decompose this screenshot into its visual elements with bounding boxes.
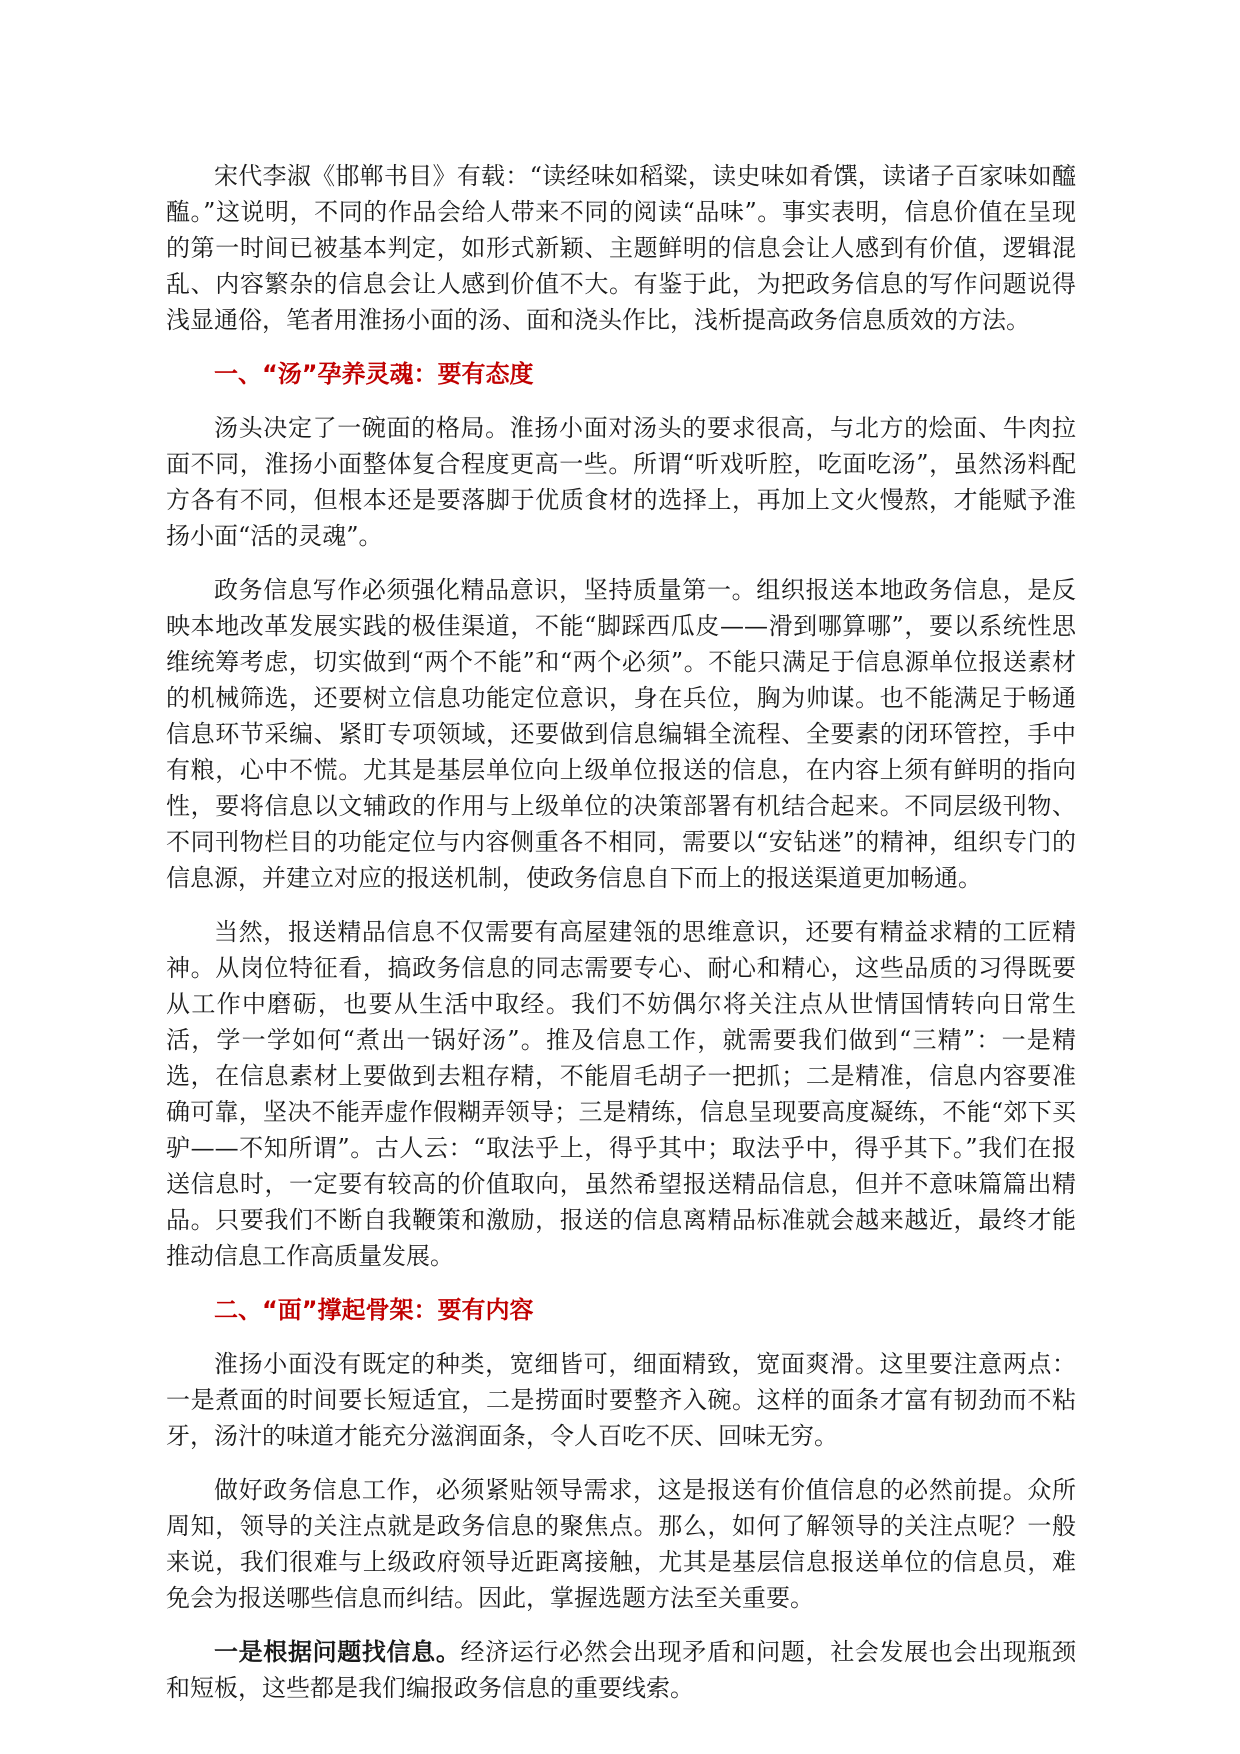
- paragraph-soup-2: 政务信息写作必须强化精品意识，坚持质量第一。组织报送本地政务信息，是反映本地改革发展实践的极佳渠道，不能“脚踩西瓜皮——滑到哪算哪”，要以系统性思维统筹考虑，切实做到“两个不能”和“两个必须”。不能只满足于信息源单位报送素材的机械筛选，还要树立信息功能定位意识，身在兵位，胸为帅谋。也不能满足于畅通信息环节采编、紧盯专项领域，还要做到信息编辑全流程、全要素的闭环管控，手中有粮，心中不慌。尤其是基层单位向上级单位报送的信息，在内容上须有鲜明的指向性，要将信息以文辅政的作用与上级单位的决策部署有机结合起来。不同层级刊物、不同刊物栏目的功能定位与内容侧重各不相同，需要以“安钻迷”的精神，组织专门的信息源，并建立对应的报送机制，使政务信息自下而上的报送渠道更加畅通。: [166, 576, 1076, 892]
- paragraph-noodle-1: 淮扬小面没有既定的种类，宽细皆可，细面精致，宽面爽滑。这里要注意两点：一是煮面的时间要长短适宜，二是捞面时要整齐入碗。这样的面条才富有韧劲而不粘牙，汤汁的味道才能充分滋润面条，令人百吃不厌、回味无穷。: [166, 1350, 1076, 1450]
- paragraph-noodle-3: [166, 1634, 1076, 1706]
- section-heading-soup: 一、“汤”孕养灵魂：要有态度: [214, 360, 534, 388]
- paragraph-soup-1: 汤头决定了一碗面的格局。淮扬小面对汤头的要求很高，与北方的烩面、牛肉拉面不同，淮扬小面整体复合程度更高一些。所谓“听戏听腔，吃面吃汤”，虽然汤料配方各有不同，但根本还是要落脚于优质食材的选择上，再加上文火慢熬，才能赋予淮扬小面“活的灵魂”。: [166, 414, 1076, 550]
- section-heading-noodle: 二、“面”撑起骨架：要有内容: [214, 1296, 534, 1324]
- paragraph-soup-3: 当然，报送精品信息不仅需要有高屋建瓴的思维意识，还要有精益求精的工匠精神。从岗位特征看，搞政务信息的同志需要专心、耐心和精心，这些品质的习得既要从工作中磨砺，也要从生活中取经。我们不妨偶尔将关注点从世情国情转向日常生活，学一学如何“煮出一锅好汤”。推及信息工作，就需要我们做到“三精”：一是精选，在信息素材上要做到去粗存精，不能眉毛胡子一把抓；二是精准，信息内容要准确可靠，坚决不能弄虚作假糊弄领导；三是精练，信息呈现要高度凝练，不能“郊下买驴——不知所谓”。古人云：“取法乎上，得乎其中；取法乎中，得乎其下。”我们在报送信息时，一定要有较高的价值取向，虽然希望报送精品信息，但并不意味篇篇出精品。只要我们不断自我鞭策和激励，报送的信息离精品标准就会越来越近，最终才能推动信息工作高质量发展。: [166, 918, 1076, 1270]
- paragraph-rest: 经济运行必然会出现矛盾和问题，社会发展也会出现瓶颈和短板，这些都是我们编报政务信息的重要线索。: [166, 1638, 1077, 1702]
- document-body: [166, 158, 1076, 1724]
- paragraph-intro: 宋代李淑《邯郸书目》有载：“读经味如稻粱，读史味如肴馔，读诸子百家味如醯醢。”这说明，不同的作品会给人带来不同的阅读“品味”。事实表明，信息价值在呈现的第一时间已被基本判定，如形式新颖、主题鲜明的信息会让人感到有价值，逻辑混乱、内容繁杂的信息会让人感到价值不大。有鉴于此，为把政务信息的写作问题说得浅显通俗，笔者用淮扬小面的汤、面和浇头作比，浅析提高政务信息质效的方法。: [166, 162, 1076, 334]
- paragraph-noodle-2: 做好政务信息工作，必须紧贴领导需求，这是报送有价值信息的必然前提。众所周知，领导的关注点就是政务信息的聚焦点。那么，如何了解领导的关注点呢？一般来说，我们很难与上级政府领导近距离接触，尤其是基层信息报送单位的信息员，难免会为报送哪些信息而纠结。因此，掌握选题方法至关重要。: [166, 1476, 1076, 1612]
- paragraph-lead-bold: 一是根据问题找信息。: [214, 1638, 461, 1666]
